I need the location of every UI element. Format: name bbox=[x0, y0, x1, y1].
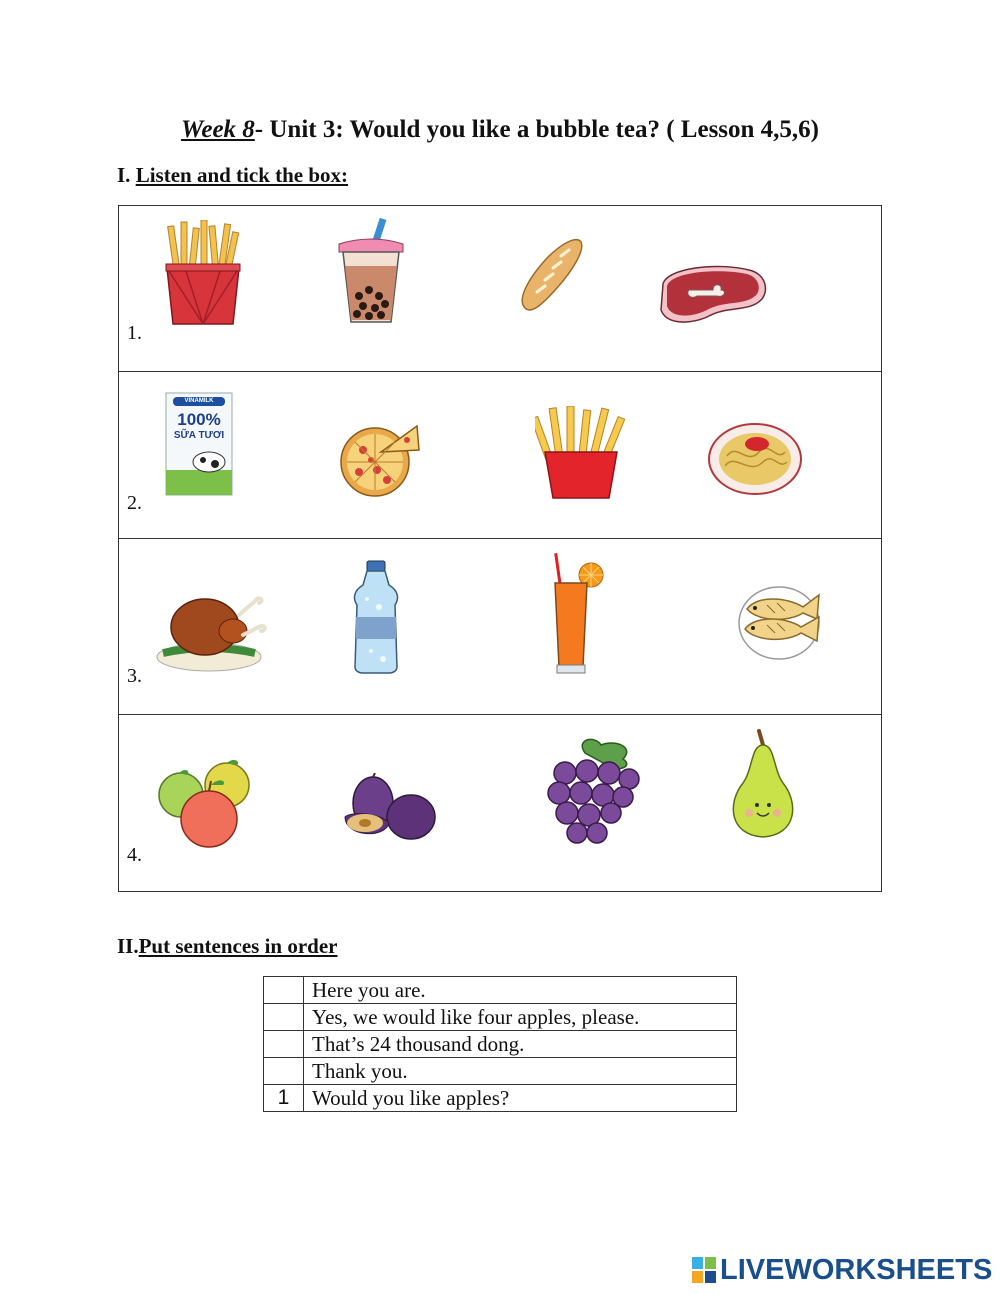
water-bottle-icon[interactable] bbox=[349, 559, 403, 675]
order-number-field[interactable] bbox=[264, 1031, 304, 1058]
section-2-label: Put sentences in order bbox=[138, 934, 338, 958]
order-number-field: 1 bbox=[264, 1085, 304, 1112]
milk-percent: 100% bbox=[177, 410, 221, 429]
tick-row-2 bbox=[119, 372, 881, 539]
logo-text: LIVEWORKSHEETS bbox=[720, 1253, 993, 1286]
table-row bbox=[264, 977, 737, 1004]
spaghetti-icon[interactable] bbox=[707, 422, 803, 496]
table-row bbox=[264, 1004, 737, 1031]
section-2-prefix: II. bbox=[117, 934, 139, 958]
order-sentence: Would you like apples? bbox=[304, 1085, 737, 1112]
milk-name: SỮA TƯƠI bbox=[173, 430, 225, 441]
order-sentence: Thank you. bbox=[304, 1058, 737, 1085]
title-week: Week 8 bbox=[180, 116, 255, 143]
sentence-order-table bbox=[263, 976, 737, 1112]
fried-fish-icon[interactable] bbox=[737, 575, 827, 663]
table-row bbox=[264, 1058, 737, 1085]
section-2-heading bbox=[117, 934, 338, 959]
french-fries-icon[interactable] bbox=[163, 220, 243, 326]
pear-icon[interactable] bbox=[723, 729, 803, 839]
logo-mark-icon bbox=[692, 1257, 716, 1283]
steak-icon[interactable] bbox=[657, 262, 769, 328]
order-sentence: That’s 24 thousand dong. bbox=[304, 1031, 737, 1058]
table-row bbox=[264, 1085, 737, 1112]
order-number-field[interactable] bbox=[264, 1004, 304, 1031]
section-1-heading bbox=[117, 163, 348, 188]
french-fries-box-icon[interactable] bbox=[535, 406, 627, 500]
liveworksheets-logo[interactable] bbox=[692, 1253, 992, 1287]
listen-tick-table bbox=[118, 205, 882, 892]
bread-icon[interactable] bbox=[517, 236, 583, 314]
title-rest: - Unit 3: Would you like a bubble tea? ( Lesson 4,5,6) bbox=[254, 116, 820, 143]
orange-juice-icon[interactable] bbox=[551, 553, 605, 675]
order-number-field[interactable] bbox=[264, 977, 304, 1004]
order-number-field[interactable] bbox=[264, 1058, 304, 1085]
tick-row-4 bbox=[119, 715, 881, 891]
tick-row-1 bbox=[119, 206, 881, 372]
milk-brand: VINAMILK bbox=[184, 398, 214, 404]
bubble-tea-icon[interactable] bbox=[333, 218, 409, 326]
grapes-icon[interactable] bbox=[545, 737, 645, 845]
row-number: 1. bbox=[127, 322, 142, 344]
order-sentence: Here you are. bbox=[304, 977, 737, 1004]
order-sentence: Yes, we would like four apples, please. bbox=[304, 1004, 737, 1031]
row-number: 3. bbox=[127, 665, 142, 687]
roast-chicken-icon[interactable] bbox=[155, 587, 269, 673]
row-number: 2. bbox=[127, 492, 142, 514]
pizza-icon[interactable] bbox=[337, 420, 421, 498]
section-1-prefix: I. bbox=[117, 163, 136, 187]
table-row bbox=[264, 1031, 737, 1058]
milk-carton-icon[interactable] bbox=[165, 392, 233, 496]
plums-icon[interactable] bbox=[341, 773, 439, 843]
tick-row-3 bbox=[119, 539, 881, 715]
apples-icon[interactable] bbox=[157, 755, 251, 849]
section-1-label: Listen and tick the box: bbox=[135, 163, 349, 187]
row-number: 4. bbox=[127, 844, 142, 866]
page-title bbox=[0, 116, 1000, 144]
